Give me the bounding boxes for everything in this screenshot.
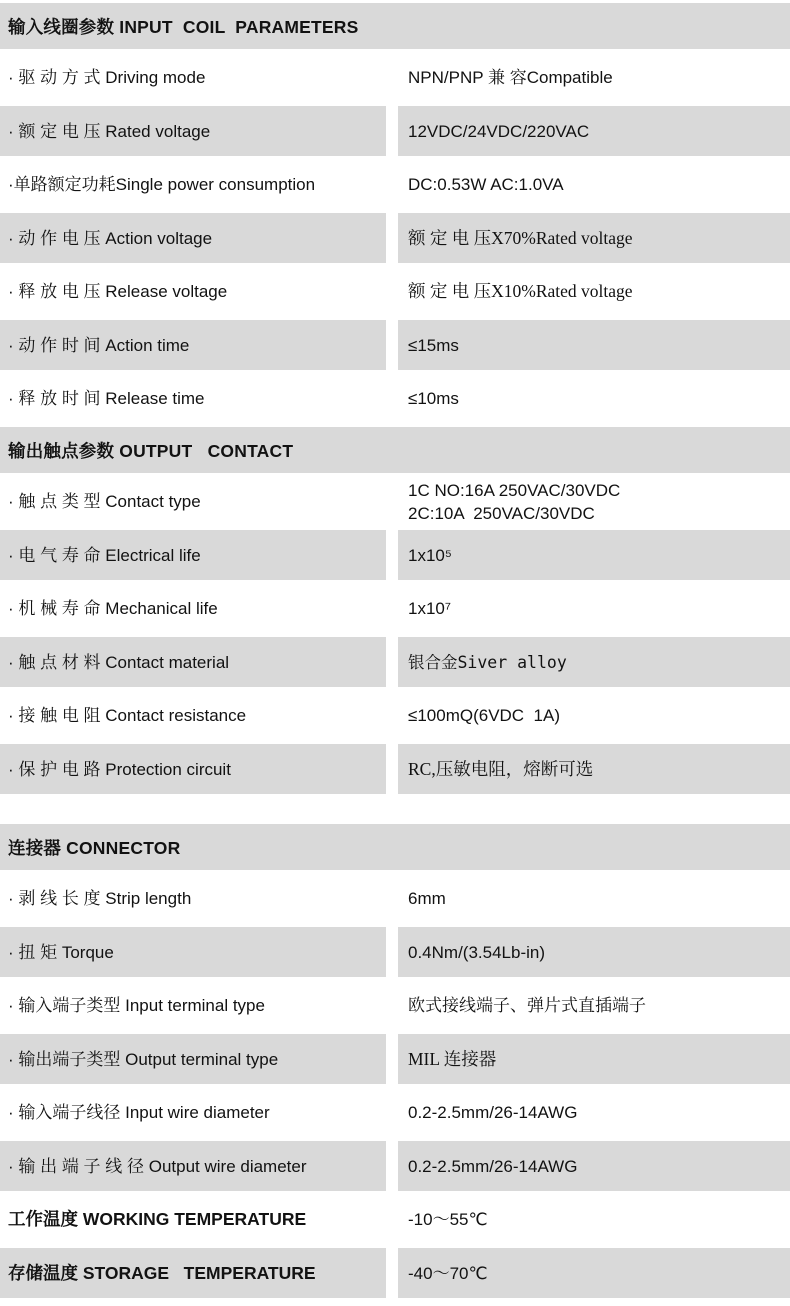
- row-label: · 扭 矩 Torque: [8, 942, 114, 962]
- row-label-cell: [0, 530, 386, 580]
- column-gap: [386, 580, 398, 637]
- row-mechanical-life: [0, 580, 790, 637]
- row-value: ≤100mQ(6VDC 1A): [408, 706, 560, 725]
- row-value: 6mm: [408, 889, 446, 908]
- row-electrical-life: [0, 530, 790, 580]
- section-output-contact: [0, 427, 790, 794]
- row-label: · 输 出 端 子 线 径 Output wire diameter: [8, 1156, 307, 1176]
- row-value-cell: [398, 49, 790, 106]
- row-label-cell: [0, 320, 386, 370]
- row-label-cell: [0, 106, 386, 156]
- row-value-cell: [398, 977, 790, 1034]
- row-label: 工作温度 WORKING TEMPERATURE: [8, 1209, 307, 1229]
- row-label-cell: [0, 687, 386, 744]
- column-gap: [386, 1191, 398, 1248]
- column-gap: [386, 637, 398, 687]
- row-label-cell: [0, 637, 386, 687]
- row-label-cell: [0, 870, 386, 927]
- row-value-line-1: 1C NO:16A 250VAC/30VDC: [408, 480, 621, 500]
- row-value: 1x10⁷: [408, 599, 452, 618]
- row-value: MIL 连接器: [408, 1048, 497, 1069]
- row-label: · 触 点 类 型 Contact type: [8, 492, 201, 511]
- row-working-temperature: [0, 1191, 790, 1248]
- column-gap: [386, 473, 398, 530]
- row-label: · 剥 线 长 度 Strip length: [8, 889, 192, 908]
- row-value-cell: [398, 213, 790, 263]
- row-label-cell: [0, 1248, 386, 1298]
- row-value: 12VDC/24VDC/220VAC: [408, 121, 590, 141]
- row-value-cell: [398, 1034, 790, 1084]
- column-gap: [386, 687, 398, 744]
- row-label: · 输入端子类型 Input terminal type: [8, 996, 265, 1015]
- row-single-power-consumption: [0, 156, 790, 213]
- row-value-cell: [398, 870, 790, 927]
- column-gap: [386, 1141, 398, 1191]
- column-gap: [386, 1248, 398, 1298]
- row-label-cell: [0, 1191, 386, 1248]
- row-label: · 电 气 寿 命 Electrical life: [8, 545, 201, 565]
- row-strip-length: [0, 870, 790, 927]
- row-label-cell: [0, 49, 386, 106]
- section-header-text: 连接器 CONNECTOR: [8, 837, 181, 858]
- row-release-voltage: [0, 263, 790, 320]
- row-label-cell: [0, 1084, 386, 1141]
- row-value-cell: [398, 106, 790, 156]
- row-value-cell: [398, 530, 790, 580]
- row-value: RC,压敏电阻，熔断可选: [408, 758, 594, 779]
- row-label-cell: [0, 580, 386, 637]
- row-rated-voltage: [0, 106, 790, 156]
- row-value-line-2: 2C:10A 250VAC/30VDC: [408, 503, 595, 523]
- row-label: · 驱 动 方 式 Driving mode: [8, 68, 206, 87]
- row-label: · 输入端子线径 Input wire diameter: [8, 1103, 270, 1122]
- section-input-coil-parameters: [0, 3, 790, 427]
- row-label-cell: [0, 370, 386, 427]
- row-output-terminal-type: [0, 1034, 790, 1084]
- bottom-margin: [0, 1298, 790, 1306]
- section-header-connector: [0, 824, 790, 870]
- column-gap: [386, 530, 398, 580]
- row-label-cell: [0, 744, 386, 794]
- column-gap: [386, 744, 398, 794]
- column-gap: [386, 927, 398, 977]
- row-value: 0.2-2.5mm/26-14AWG: [408, 1103, 578, 1122]
- row-label-cell: [0, 1034, 386, 1084]
- column-gap: [386, 156, 398, 213]
- row-value: 额 定 电 压X10%Rated voltage: [408, 281, 633, 301]
- column-gap: [386, 1034, 398, 1084]
- row-value: 银合金Siver alloy: [408, 652, 567, 672]
- row-value-cell: [398, 370, 790, 427]
- row-value: 1x10⁵: [408, 545, 452, 565]
- column-gap: [386, 320, 398, 370]
- section-header-input-coil: [0, 3, 790, 49]
- section-connector: [0, 824, 790, 1298]
- row-input-terminal-type: [0, 977, 790, 1034]
- row-value-cell: [398, 320, 790, 370]
- row-label: 存储温度 STORAGE TEMPERATURE: [8, 1262, 316, 1283]
- row-value: -40～70℃: [408, 1263, 488, 1283]
- row-value: DC:0.53W AC:1.0VA: [408, 175, 564, 194]
- row-label: · 动 作 时 间 Action time: [8, 335, 190, 355]
- column-gap: [386, 49, 398, 106]
- row-value: 0.2-2.5mm/26-14AWG: [408, 1156, 578, 1176]
- row-contact-resistance: [0, 687, 790, 744]
- row-label-cell: [0, 213, 386, 263]
- row-value: ≤10ms: [408, 389, 459, 408]
- row-value: -10～55℃: [408, 1210, 488, 1229]
- row-storage-temperature: [0, 1248, 790, 1298]
- row-value-cell: [398, 744, 790, 794]
- row-value: [408, 479, 620, 525]
- row-label: · 保 护 电 路 Protection circuit: [8, 759, 231, 779]
- row-label: · 动 作 电 压 Action voltage: [8, 228, 213, 248]
- row-value-cell: [398, 927, 790, 977]
- row-value: 欧式接线端子、弹片式直插端子: [408, 996, 646, 1015]
- row-driving-mode: [0, 49, 790, 106]
- section-gap: [0, 794, 790, 824]
- row-label: · 释 放 时 间 Release time: [8, 389, 205, 408]
- row-contact-type: [0, 473, 790, 530]
- row-value-cell: [398, 687, 790, 744]
- row-label-cell: [0, 156, 386, 213]
- row-action-voltage: [0, 213, 790, 263]
- row-value-cell: [398, 1191, 790, 1248]
- section-header-text: 输入线圈参数 INPUT COIL PARAMETERS: [8, 16, 359, 37]
- row-value-cell: [398, 1141, 790, 1191]
- row-torque: [0, 927, 790, 977]
- section-header-text: 输出触点参数 OUTPUT CONTACT: [8, 440, 294, 461]
- row-value-cell: [398, 263, 790, 320]
- row-label: · 额 定 电 压 Rated voltage: [8, 121, 211, 141]
- row-output-wire-diameter: [0, 1141, 790, 1191]
- row-action-time: [0, 320, 790, 370]
- column-gap: [386, 1084, 398, 1141]
- section-header-output-contact: [0, 427, 790, 473]
- row-label: ·单路额定功耗Single power consumption: [8, 175, 316, 194]
- row-label: · 释 放 电 压 Release voltage: [8, 282, 228, 301]
- row-value-cell: [398, 473, 790, 530]
- row-value-cell: [398, 1248, 790, 1298]
- row-label: · 输出端子类型 Output terminal type: [8, 1049, 279, 1069]
- column-gap: [386, 370, 398, 427]
- column-gap: [386, 213, 398, 263]
- row-label-cell: [0, 263, 386, 320]
- row-label-cell: [0, 977, 386, 1034]
- row-label-cell: [0, 1141, 386, 1191]
- row-value-cell: [398, 580, 790, 637]
- column-gap: [386, 977, 398, 1034]
- row-value: ≤15ms: [408, 335, 459, 355]
- row-protection-circuit: [0, 744, 790, 794]
- row-value: 额 定 电 压X70%Rated voltage: [408, 227, 633, 248]
- row-label-cell: [0, 927, 386, 977]
- row-value: 0.4Nm/(3.54Lb-in): [408, 942, 546, 962]
- row-label: · 接 触 电 阻 Contact resistance: [8, 706, 247, 725]
- row-value-cell: [398, 637, 790, 687]
- row-value-cell: [398, 1084, 790, 1141]
- row-value-cell: [398, 156, 790, 213]
- column-gap: [386, 263, 398, 320]
- row-value: NPN/PNP 兼 容Compatible: [408, 68, 613, 87]
- column-gap: [386, 106, 398, 156]
- row-label: · 触 点 材 料 Contact material: [8, 652, 230, 672]
- row-label: · 机 械 寿 命 Mechanical life: [8, 599, 218, 618]
- row-label-cell: [0, 473, 386, 530]
- column-gap: [386, 870, 398, 927]
- row-contact-material: [0, 637, 790, 687]
- row-input-wire-diameter: [0, 1084, 790, 1141]
- row-release-time: [0, 370, 790, 427]
